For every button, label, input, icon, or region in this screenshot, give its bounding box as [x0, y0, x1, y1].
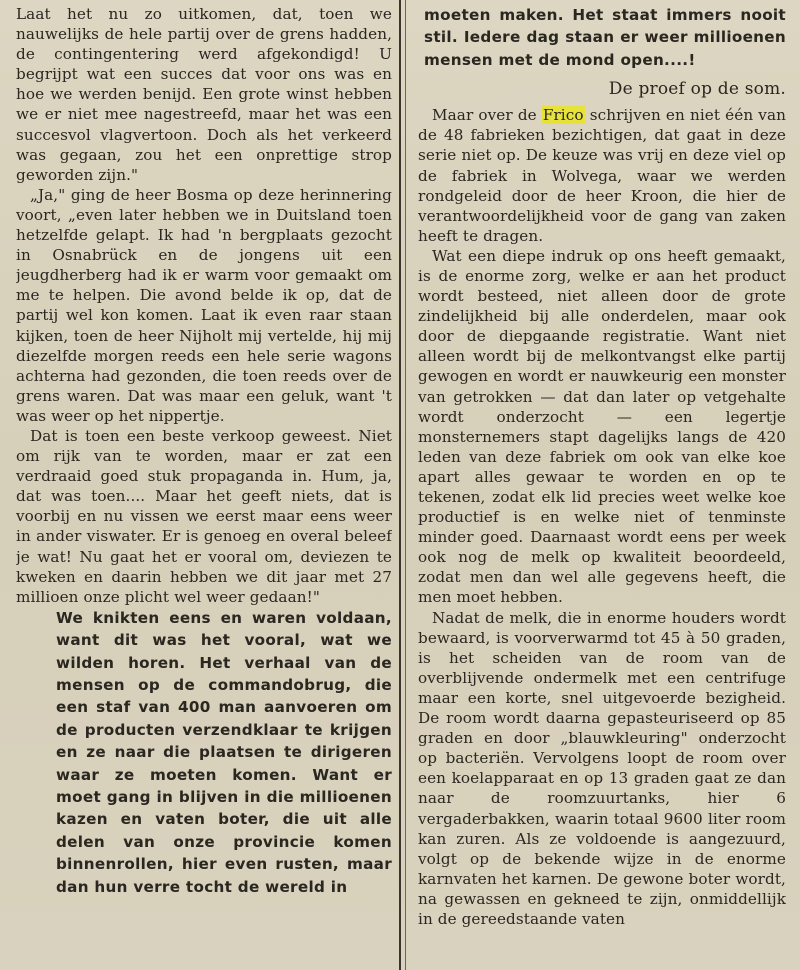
section-heading: De proef op de som.: [608, 79, 786, 100]
column-divider: [399, 0, 401, 970]
paragraph-commandobrug: We knikten eens en waren voldaan, want dit was het vooral, wat we wilden horen. Het verhaal van de mensen op de commandobrug, die een staf van 400 man aanvoeren om de producten verzendklaar te krijgen en ze naar die plaatsen te dirigeren waar ze moeten komen. Want er moet gang in blijven in die millioenen kazen en vaten boter, die uit alle delen van onze provincie komen binnenrollen, hier even rusten, maar dan hun verre tocht de wereld in: [56, 608, 392, 896]
highlighted-word-frico: Frico: [542, 106, 584, 125]
paragraph-contingentering: Laat het nu zo uitkomen, dat, toen we nauwelijks de hele partij over de grens hadden, de contingentering werd afgekondigd! U begrijpt wat een succes dat voor ons was en hoe we werden benijd. Een grote winst hebben we er niet mee nagestreefd, maar het was een succesvol vlagvertoon. Doch als het verkeerd was gegaan, zou het een onprettige strop geworden zijn.": [16, 5, 392, 184]
paragraph-bosma-quote: „Ja," ging de heer Bosma op deze herinnering voort, „even later hebben we in Duitsland toen hetzelfde gelapt. Ik had 'n bergplaats gezocht in Osnabrück en de jongens uit een jeugdherberg had ik er warm voor gemaakt om me te helpen. Die avond belde ik op, dat de partij wel kon komen. Laat ik even raar staan kijken, toen de heer Nijholt mij vertelde, hij mij diezelfde morgen reeds een hele serie wagons achterna had gezonden, die toen reeds over de grens waren. Dat was maar een geluk, want 't was weer op het nippertje.: [16, 185, 392, 425]
article-column-left: [16, 4, 392, 970]
paragraph-verkoop: Dat is toen een beste verkoop geweest. Niet om rijk van te worden, maar er zat een verdraaid goed stuk propaganda in. Hum, ja, dat was toen.... Maar het geeft niets, dat is voorbij en nu vissen we eerst maar eens weer in ander viswater. Er is genoeg en overal beleef je wat! Nu gaat het er vooral om, deviezen te kweken en daarin hebben we dit jaar met 27 millioen onze plicht wel weer gedaan!": [16, 426, 392, 606]
frico-body-text: schrijven en niet één van de 48 fabrieken bezichtigen, dat gaat in deze serie niet op. De keuze was vrij en deze viel op de fabriek in Wolvega, waar we werden rondgeleid door de heer Kroon, die hier de verantwoordelijkheid voor de gang van zaken heeft te dragen.: [418, 106, 786, 245]
paragraph-zorg: Wat een diepe indruk op ons heeft gemaakt, is de enorme zorg, welke er aan het product wordt besteed, niet alleen door de grote zindelijkheid bij alle onderdelen, maar ook door de diepgaande registratie. Want niet alleen wordt bij de melkontvangst elke partij gewogen en wordt er nauwkeurig een monster van getrokken — dat dan later op vetgehalte wordt onderzocht — een legertje monsternemers stapt dagelijks langs de 420 leden van deze fabriek om ook van elke koe apart alles gewaar te worden en op te tekenen, zodat elk lid precies weet welke koe productief is en welke niet of tenminste minder goed. Daarnaast wordt eens per week ook nog de melk op kwaliteit beoordeeld, zodat men dan wel alle gegevens heeft, die men moet hebben.: [418, 246, 786, 607]
paragraph-frico: [418, 105, 786, 246]
article-column-right: [418, 4, 786, 970]
frico-intro-text: Maar over de: [432, 106, 542, 125]
paragraph-moeten-maken: moeten maken. Het staat immers nooit stil. Iedere dag staan er weer millioenen mensen met de mond open....!: [424, 6, 786, 69]
paragraph-melk: Nadat de melk, die in enorme houders wordt bewaard, is voorverwarmd tot 45 à 50 graden, is het scheiden van de room van de overblijvende ondermelk met een centrifuge maar een korte, snel uitgevoerde bezigheid. De room wordt daarna gepasteuriseerd op 85 graden en door „blauwkleuring" onderzocht op bacteriën. Vervolgens loopt de room over een koelapparaat en op 13 graden gaat ze dan naar de roomzuurtanks, hier 6 vergaderbakken, waarin totaal 9600 liter room kan zuren. Als ze voldoende is aangezuurd, volgt op de bekende wijze in de enorme karnvaten het karnen. De gewone boter wordt, na gewassen en gekneed te zijn, onmiddellijk in de gereedstaande vaten: [418, 608, 786, 928]
column-divider-thin: [405, 0, 406, 970]
